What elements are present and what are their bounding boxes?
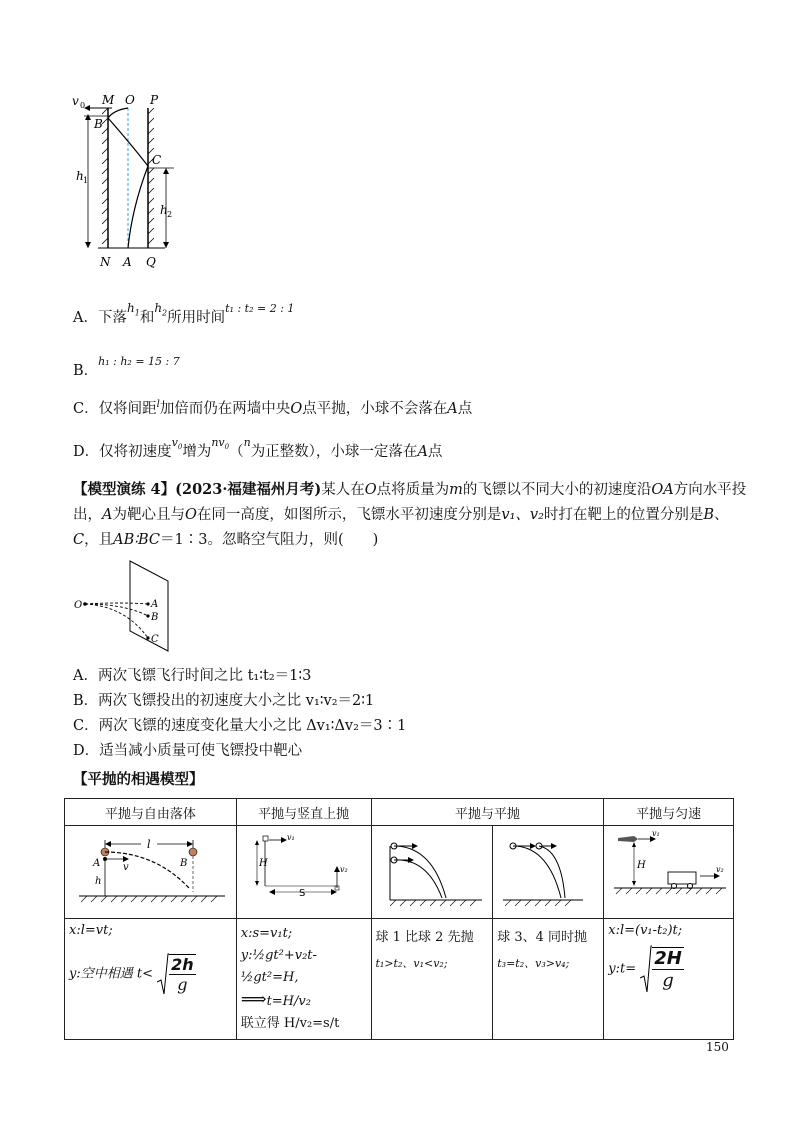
header-col3: 平抛与平抛 [371, 799, 604, 826]
q4-line1: 【模型演练 4】(2023·福建福州月考)某人在O点将质量为m的飞镖以不同大小的初速度沿OA方向水平投 [73, 481, 747, 498]
fig-label-A: A [151, 599, 159, 610]
svg-text:v: v [123, 862, 129, 873]
svg-text:0: 0 [80, 101, 86, 110]
option-d-prev: D．仅将初速度$^{v_0}$增为$^{nv_0}$（$^n$为正整数），小球一定落在A点 [73, 436, 443, 460]
header-col2: 平抛与竖直上抛 [236, 799, 371, 826]
fig-label-O: O [74, 600, 83, 611]
header-col4: 平抛与匀速 [604, 799, 734, 826]
svg-text:v₂: v₂ [339, 865, 348, 874]
col2-formula-combined: 联立得 H/v₂=s/t [240, 1016, 340, 1031]
svg-text:B: B [180, 858, 188, 869]
q4-option-b: B．两次飞镖投出的初速度大小之比 v₁∶v₂＝2∶1 [73, 693, 375, 709]
fig-label-B: B [151, 612, 159, 623]
svg-text:h: h [95, 876, 102, 887]
col4-formula-y: y:t= $\frac{2H}{g}$ [608, 944, 729, 994]
table-formula-row [65, 919, 734, 1040]
fig-projectile-vs-projectile-2 [493, 826, 603, 914]
svg-text:l: l [147, 838, 151, 851]
col4-formula-x: x:l=(v₁-t₂)t; [608, 923, 683, 938]
col2-formula-result: ⟹t=H/v₂ [240, 989, 311, 1010]
q4-tag: 【模型演练 4】 [73, 481, 176, 498]
section-title: 【平抛的相遇模型】 [73, 771, 204, 788]
option-b-prev: B．$^{h_1 : h_2 = 15 : 7}$ [73, 355, 180, 379]
fig-projectile-vs-upthrow [237, 826, 370, 914]
fig-projectile-vs-uniform [604, 826, 732, 914]
col3a-relation: t₁>t₂、v₁<v₂; [375, 957, 448, 970]
label-C: C [152, 153, 162, 167]
q4-line2: 出，A为靶心且与O在同一高度，如图所示，飞镖水平初速度分别是v₁、v₂时打在靶上的位置分别是B、 [73, 507, 729, 523]
wall-projectile-figure [70, 88, 190, 278]
label-Q: Q [146, 255, 156, 269]
svg-text:H: H [258, 858, 268, 869]
svg-text:v₁: v₁ [286, 833, 295, 842]
label-N: N [100, 255, 111, 269]
svg-text:S: S [298, 888, 306, 899]
label-v0: v [72, 94, 79, 108]
svg-text:v₂: v₂ [716, 865, 724, 874]
q4-option-c: C．两次飞镖的速度变化量大小之比 Δv₁∶Δv₂＝3∶1 [73, 718, 407, 734]
svg-text:A: A [93, 858, 101, 869]
col3b-text: 球 3、4 同时抛 [497, 930, 588, 945]
label-M: M [102, 93, 115, 107]
table-header-row [65, 799, 734, 826]
col2-formula-y: y:½gt²+v₂t-½gt²=H, [240, 948, 317, 985]
col1-formula-y: y:空中相遇 t< $\frac{2h}{g}$ [69, 952, 232, 996]
q4-option-a: A．两次飞镖飞行时间之比 t₁∶t₂＝1∶3 [73, 668, 312, 684]
table-figure-row [65, 826, 734, 919]
fig-projectile-vs-projectile-1 [372, 826, 492, 914]
label-B: B [94, 117, 103, 131]
svg-text:v₁: v₁ [652, 829, 660, 838]
option-c-prev: C．仅将间距$^l$加倍而仍在两墙中央O点平抛，小球不会落在A点 [73, 399, 473, 417]
label-O: O [125, 93, 135, 107]
svg-text:H: H [637, 860, 646, 871]
q4-option-d: D．适当减小质量可使飞镖投中靶心 [73, 743, 303, 759]
meeting-models-table [64, 798, 734, 1040]
q4-line3: C，且AB∶BC＝1∶3。忽略空气阻力，则( ) [73, 532, 379, 548]
label-h2: h [160, 203, 168, 217]
header-col1: 平抛与自由落体 [65, 799, 237, 826]
svg-text:2: 2 [167, 210, 173, 219]
page-number: 150 [706, 1040, 729, 1054]
label-h1: h [76, 169, 84, 183]
svg-text:1: 1 [83, 176, 89, 185]
fig-projectile-vs-freefall [65, 826, 235, 914]
label-A: A [123, 255, 132, 269]
col1-formula-x: x:l=vt; [69, 923, 113, 938]
option-a-prev: A．下落$^{h_1}$和$^{h_2}$所用时间$^{t_1 : t_2 = 2 : 1}$ [73, 301, 295, 326]
col2-formula-x: x:s=v₁t; [240, 926, 293, 941]
q4-source: (2023·福建福州月考) [175, 481, 322, 498]
sqrt-2H-over-g: $\frac{2H}{g}$ [640, 944, 684, 994]
dart-target-figure [70, 556, 180, 656]
sqrt-2h-over-g: $\frac{2h}{g}$ [157, 952, 196, 996]
fig-label-C: C [151, 634, 159, 645]
label-P: P [150, 93, 159, 107]
col3b-relation: t₃=t₂、v₃>v₄; [497, 957, 570, 970]
col3a-text: 球 1 比球 2 先抛 [375, 930, 474, 945]
